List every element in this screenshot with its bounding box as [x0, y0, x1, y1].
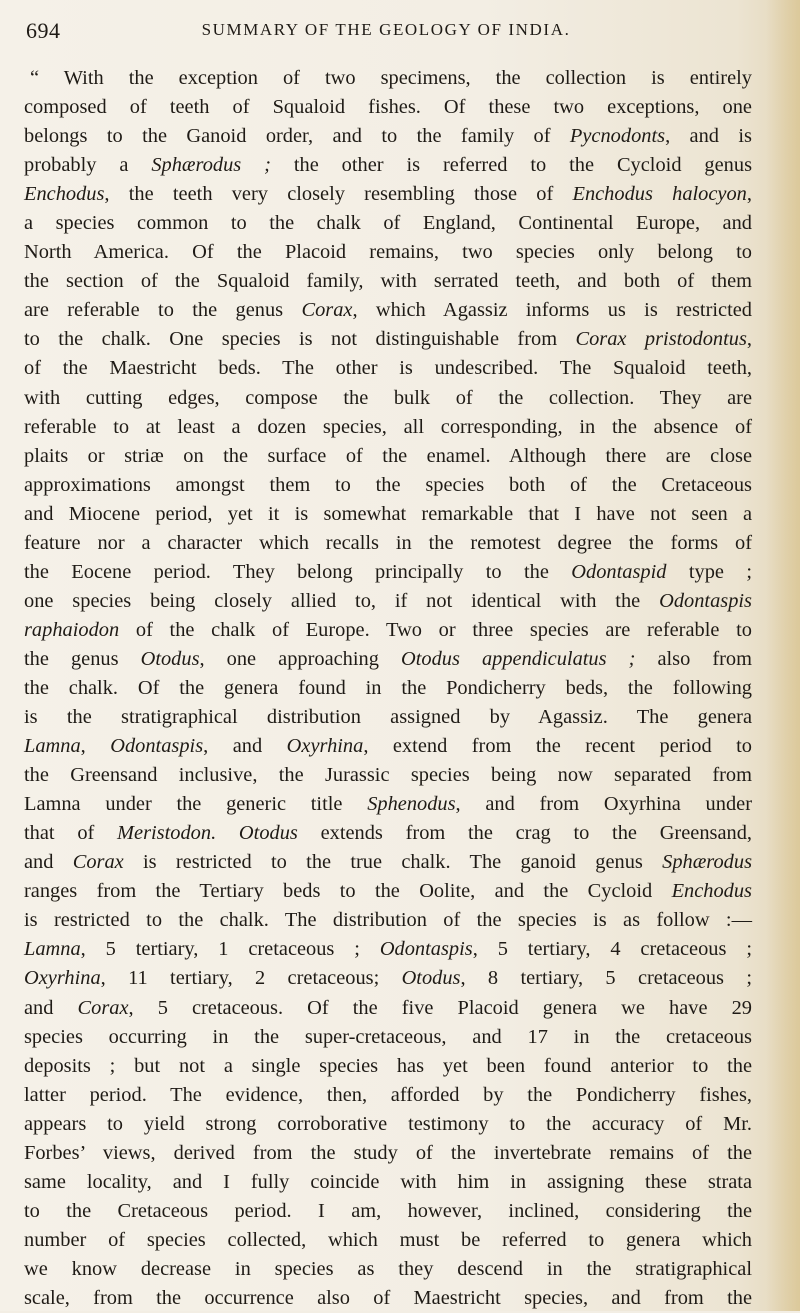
text-run: and: [24, 851, 73, 874]
text-run: , and: [203, 735, 287, 758]
text-line: [24, 122, 752, 151]
text-run: are referable to the genus: [24, 299, 302, 322]
text-run: ,: [746, 328, 752, 351]
text-run: to the Cretaceous period. I am, however, inclined, considering the: [24, 1199, 752, 1222]
italic-text: Otodus: [401, 967, 461, 990]
text-line: [24, 180, 752, 209]
page-header: [26, 18, 746, 58]
text-line: [24, 558, 752, 587]
italic-text: Odontaspis: [379, 938, 473, 961]
text-run: [216, 822, 239, 844]
text-line: [24, 732, 752, 761]
italic-text: Lamna: [24, 938, 81, 961]
text-run: , 5 tertiary, 1 cretaceous ;: [80, 938, 380, 961]
text-run: referable to at least a dozen species, all corresponding, in the absence of: [24, 415, 752, 438]
text-run: and Miocene period, yet it is somewhat remarkable that I have not seen a: [24, 502, 752, 525]
text-line: [24, 93, 752, 122]
text-line: [24, 819, 752, 848]
text-line: [24, 354, 752, 383]
text-run: of the chalk of Europe. Two or three species are referable to: [119, 618, 752, 641]
text-run: deposits ; but not a single species has yet been found anterior to the: [24, 1054, 752, 1077]
text-run: , and from Oxyrhina under: [455, 793, 752, 816]
text-line: [24, 1081, 752, 1110]
text-line: [24, 703, 752, 732]
text-line: [24, 1023, 752, 1052]
text-run: the chalk. Of the genera found in the Pondicherry beds, the following: [24, 676, 752, 699]
text-run: , 11 tertiary, 2 cretaceous;: [100, 967, 402, 990]
italic-text: Meristodon.: [117, 822, 217, 845]
italic-text: Odontaspis: [659, 589, 752, 612]
italic-text: Sphærodus: [662, 851, 753, 874]
text-run: ranges from the Tertiary beds to the Oolite, and the Cycloid: [24, 880, 672, 903]
text-run: a species common to the chalk of England, Continental Europe, and: [24, 212, 752, 235]
text-run: Lamna under the generic title: [24, 793, 368, 816]
text-line: [24, 790, 752, 819]
text-run: and: [24, 996, 78, 1019]
text-run: North America. Of the Placoid remains, two species only belong to: [24, 241, 752, 264]
text-run: probably a: [24, 154, 152, 177]
text-line: [24, 1197, 752, 1226]
text-run: the other is referred to the Cycloid genus: [270, 154, 752, 177]
text-line: [24, 267, 752, 296]
text-line: [24, 471, 752, 500]
text-line: [24, 1139, 752, 1168]
italic-text: Enchodus: [671, 880, 752, 903]
text-run: appears to yield strong corroborative testimony to the accuracy of Mr.: [24, 1112, 752, 1135]
text-run: , 5 cretaceous. Of the five Placoid genera we have 29: [128, 996, 752, 1019]
text-run: , 5 tertiary, 4 cretaceous ;: [472, 938, 752, 961]
text-line: [24, 935, 752, 964]
text-line: [24, 877, 752, 906]
text-run: type ;: [666, 560, 753, 583]
italic-text: Sphærodus ;: [151, 154, 271, 177]
text-run: latter period. The evidence, then, afforded by the Pondicherry fishes,: [24, 1083, 752, 1106]
italic-text: Otodus: [238, 822, 298, 845]
text-line: [24, 645, 752, 674]
text-line: [24, 761, 752, 790]
text-run: , and is: [665, 125, 752, 148]
text-run: is the stratigraphical distribution assigned by Agassiz. The genera: [24, 706, 752, 729]
text-line: [24, 384, 752, 413]
text-run: , one approaching: [199, 647, 401, 670]
text-line: [24, 964, 752, 993]
text-run: is restricted to the chalk. The distribution of the species is as follow :—: [24, 909, 752, 932]
page-number: 694: [26, 18, 61, 43]
italic-text: Enchodus: [24, 183, 105, 206]
text-line: [24, 674, 752, 703]
text-run: with cutting edges, compose the bulk of the collection. They are: [24, 386, 752, 409]
italic-text: Oxyrhina: [286, 735, 364, 758]
italic-text: Lamna: [24, 735, 81, 758]
text-line: [24, 209, 752, 238]
text-run: one species being closely allied to, if not identical with the: [24, 589, 660, 612]
italic-text: Corax pristodontus: [575, 328, 747, 351]
italic-text: Sphenodus: [367, 793, 456, 816]
text-run: same locality, and I fully coincide with him in assigning these strata: [24, 1170, 752, 1193]
text-line: [24, 1110, 752, 1139]
text-line: [24, 151, 752, 180]
text-run: of the Maestricht beds. The other is undescribed. The Squaloid teeth,: [24, 357, 752, 380]
text-run: species occurring in the super-cretaceous, and 17 in the cretaceous: [24, 1025, 752, 1048]
italic-text: Corax: [77, 996, 129, 1019]
text-run: is restricted to the true chalk. The ganoid genus: [123, 851, 663, 874]
text-run: composed of teeth of Squaloid fishes. Of these two exceptions, one: [24, 96, 752, 119]
text-line: [24, 1284, 752, 1313]
italic-text: Corax: [72, 851, 124, 874]
italic-text: Odontaspid: [571, 560, 667, 583]
text-run: we know decrease in species as they descend in the stratigraphical: [24, 1257, 752, 1280]
text-line: [24, 1226, 752, 1255]
text-run: the genus: [24, 647, 141, 670]
italic-text: Oxyrhina: [24, 967, 101, 990]
text-run: number of species collected, which must be referred to genera which: [24, 1228, 752, 1251]
text-run: , 8 tertiary, 5 cretaceous ;: [460, 967, 752, 990]
text-line: [24, 1255, 752, 1284]
italic-text: Otodus appendiculatus ;: [401, 647, 636, 670]
text-line: [24, 529, 752, 558]
italic-text: Otodus: [140, 647, 200, 670]
text-line: [24, 1168, 752, 1197]
text-line: [24, 238, 752, 267]
text-line: [24, 500, 752, 529]
text-run: ,: [80, 735, 111, 758]
text-line: [24, 848, 752, 877]
text-line: [24, 296, 752, 325]
text-run: also from: [635, 647, 752, 670]
text-run: Forbes’ views, derived from the study of the invertebrate remains of the: [24, 1141, 752, 1164]
body-text: [24, 64, 752, 1313]
text-run: , the teeth very closely resembling those of: [104, 183, 573, 206]
text-run: scale, from the occurrence also of Maestricht species, and from the: [24, 1286, 752, 1309]
text-line: [24, 442, 752, 471]
text-run: extends from the crag to the Greensand,: [297, 822, 752, 845]
text-run: feature nor a character which recalls in the remotest degree the forms of: [24, 531, 752, 554]
italic-text: Enchodus halocyon: [572, 183, 747, 206]
text-run: ,: [746, 183, 752, 206]
text-line: [24, 325, 752, 354]
text-line: [24, 64, 752, 93]
text-line: [24, 1052, 752, 1081]
text-line: [24, 587, 752, 616]
italic-text: Corax: [301, 299, 353, 322]
italic-text: Odontaspis: [110, 735, 204, 758]
text-run: the Greensand inclusive, the Jurassic species being now separated from: [24, 764, 752, 787]
running-title: SUMMARY OF THE GEOLOGY OF INDIA.: [201, 20, 571, 39]
text-run: , which Agassiz informs us is restricted: [352, 299, 752, 322]
italic-text: Pycnodonts: [569, 125, 666, 148]
page-edge-stain: [766, 0, 800, 1311]
text-run: the section of the Squaloid family, with serrated teeth, and both of them: [24, 270, 752, 293]
italic-text: raphaiodon: [24, 618, 120, 641]
text-run: approximations amongst them to the species both of the Cretaceous: [24, 473, 752, 496]
text-run: the Eocene period. They belong principally to the: [24, 560, 572, 583]
text-run: to the chalk. One species is not distinguishable from: [24, 328, 576, 351]
text-line: [24, 413, 752, 442]
text-line: [24, 994, 752, 1023]
text-run: belongs to the Ganoid order, and to the family of: [24, 125, 570, 148]
text-run: “ With the exception of two specimens, the collection is entirely: [30, 67, 752, 89]
text-line: [24, 616, 752, 645]
text-run: , extend from the recent period to: [363, 735, 752, 758]
text-run: that of: [24, 822, 118, 845]
text-run: plaits or striæ on the surface of the enamel. Although there are close: [24, 444, 752, 467]
text-line: [24, 906, 752, 935]
